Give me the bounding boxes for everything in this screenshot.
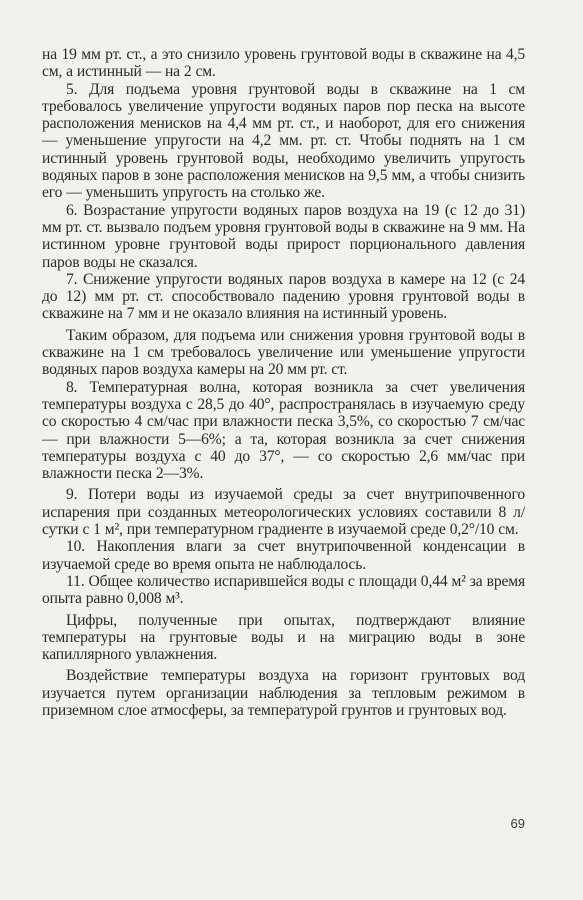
paragraph-item-7: 7. Снижение упругости водяных паров воздуха в камере на 12 (с 24 до 12) мм рт. ст. способствовало падению уровня грунтовой воды в скважине на 7 мм и не оказало влияния на истинный уровень. xyxy=(42,270,525,323)
paragraph-item-8: 8. Температурная волна, которая возникла за счет увеличения температуры воздуха с 28,5 до 40°, распространялась в изучаемую среду со скоростью 4 см/час при влажности песка 3,5%, со скоростью 7 см/час — при влажности 5—6%; а та, которая возникла за счет снижения температуры воздуха с 40 до 37°, — со скоростью 2,6 мм/час при влажности песка 2—3%. xyxy=(42,378,525,483)
paragraph-summary: Таким образом, для подъема или снижения уровня грунтовой воды в скважине на 1 см требовалось увеличение или уменьшение упругости водяных паров воздуха камеры на 20 мм рт. ст. xyxy=(42,326,525,379)
paragraph-continuation: на 19 мм рт. ст., а это снизило уровень грунтовой воды в скважине на 4,5 см, а истинный — на 2 см. xyxy=(42,46,525,81)
paragraph-item-9: 9. Потери воды из изучаемой среды за счет внутрипочвенного испарения при созданных метеорологических условиях составили 8 л/сутки с 1 м², при температурном градиенте в изучаемой среде 0,2°/10 см. xyxy=(42,486,525,539)
paragraph-item-5: 5. Для подъема уровня грунтовой воды в скважине на 1 см требовалось увеличение упругости водяных паров пор песка на высоте расположения менисков на 4,4 мм рт. ст., и наоборот, для его снижения — уменьшение упругости на 4,2 мм. рт. ст. Чтобы поднять на 1 см истинный уровень грунтовой воды, необходимо увеличить упругость водяных паров в зоне расположения менисков на 9,5 мм, а чтобы снизить его — уменьшить упругость на столько же. xyxy=(42,80,525,202)
paragraph-item-6: 6. Возрастание упругости водяных паров воздуха на 19 (с 12 до 31) мм рт. ст. вызвало подъем уровня грунтовой воды в скважине на 9 мм. На истинном уровне грунтовой воды прирост порционального давления паров воды не сказался. xyxy=(42,201,525,271)
page-number: 69 xyxy=(510,816,525,831)
body-text xyxy=(42,46,525,719)
paragraph-item-11: 11. Общее количество испарившейся воды с площади 0,44 м² за время опыта равно 0,008 м³. xyxy=(42,572,525,608)
paragraph-conclusion: Цифры, полученные при опытах, подтверждают влияние температуры на грунтовые воды и на миграцию воды в зоне капиллярного увлажнения. xyxy=(42,611,525,664)
paragraph-observation: Воздействие температуры воздуха на горизонт грунтовых вод изучается путем организации наблюдения за тепловым режимом в приземном слое атмосферы, за температурой грунтов и грунтовых вод. xyxy=(42,667,525,719)
paragraph-item-10: 10. Накопления влаги за счет внутрипочвенной конденсации в изучаемой среде во время опыта не наблюдалось. xyxy=(42,538,525,573)
